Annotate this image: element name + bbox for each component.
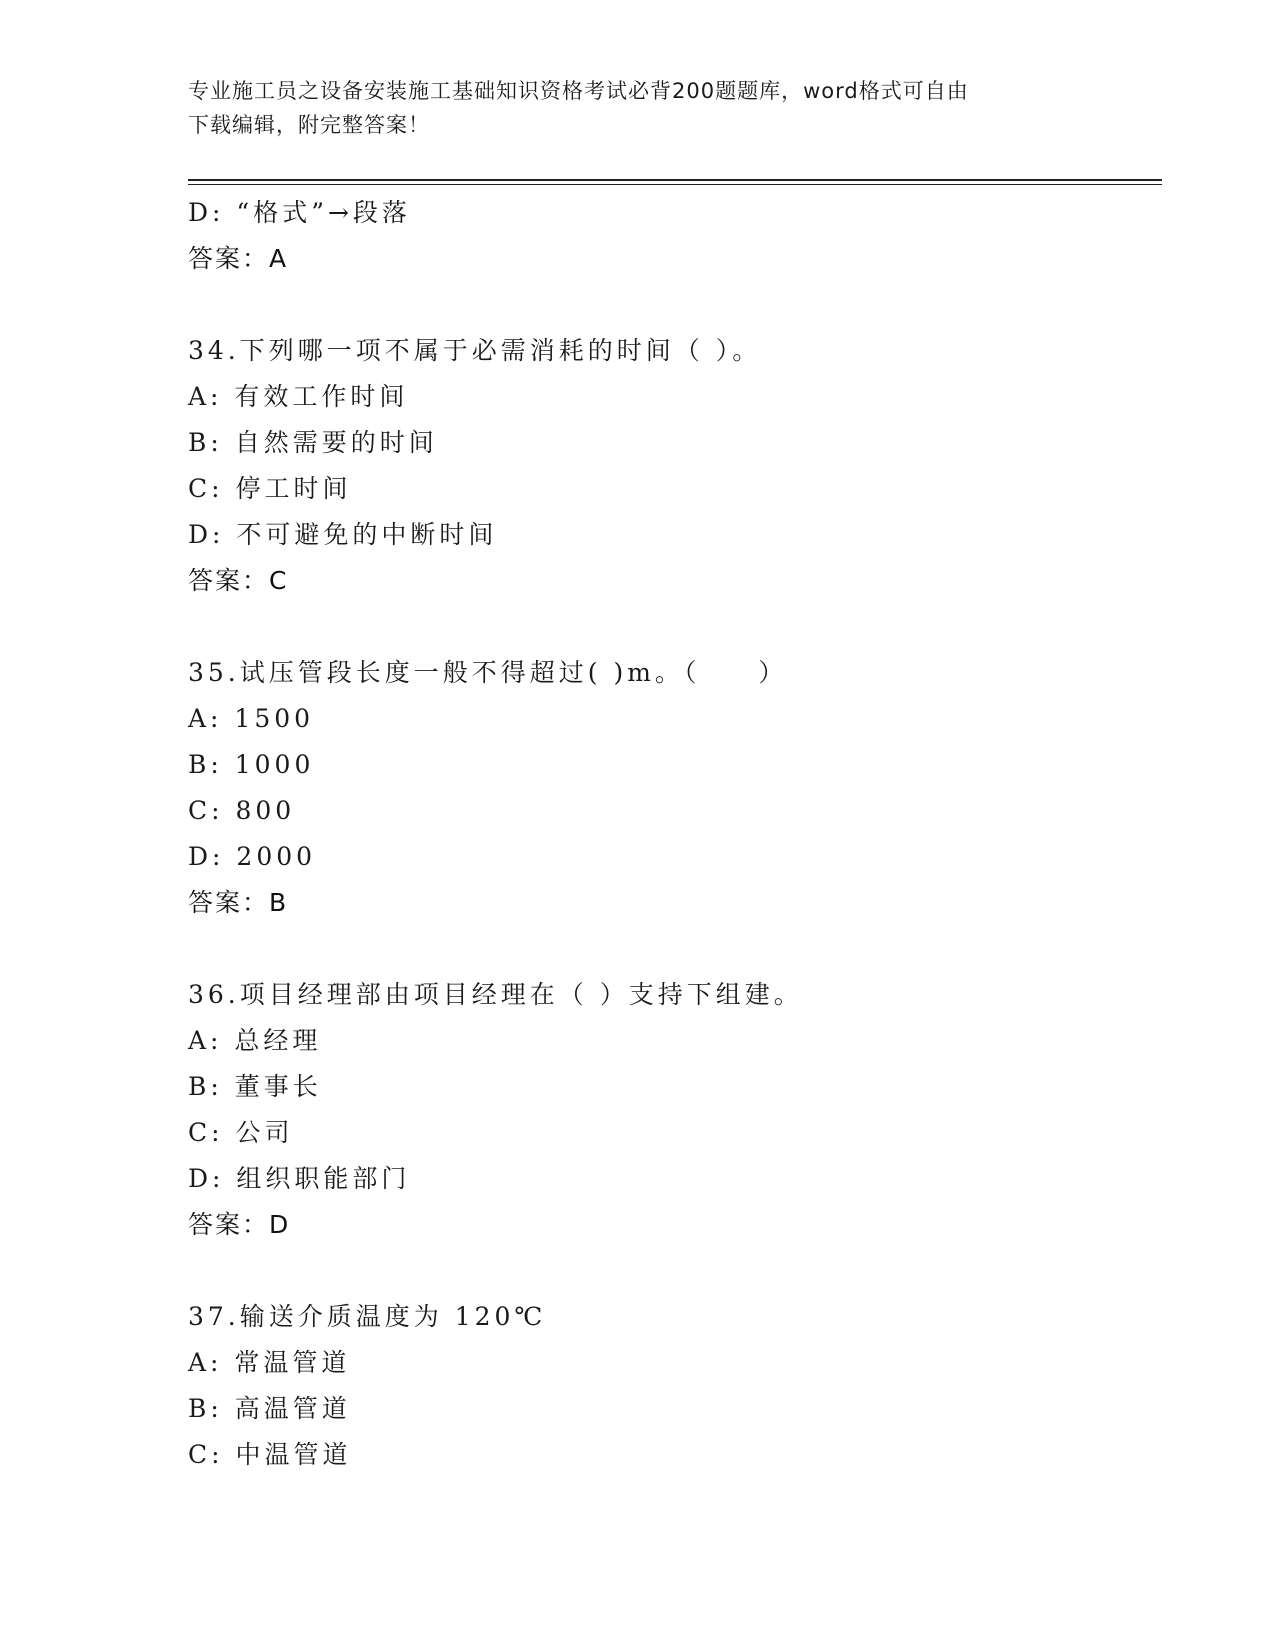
header-divider-thin: [188, 184, 1162, 185]
question-stem: 34.下列哪一项不属于必需消耗的时间（ ）。: [188, 336, 762, 365]
option-d: D: 不可避免的中断时间: [188, 520, 498, 549]
spacer: [188, 604, 1148, 650]
question-list: [188, 190, 1148, 1478]
option-c: C: 800: [188, 796, 296, 825]
option-a: A: 常温管道: [188, 1348, 351, 1377]
option-c: C: 公司: [188, 1118, 294, 1147]
header-divider-thick: [188, 179, 1162, 181]
option-b: B: 高温管道: [188, 1394, 351, 1423]
option-a: A: 总经理: [188, 1026, 322, 1055]
spacer: [188, 926, 1148, 972]
question-block-35: [188, 650, 1148, 926]
answer-line: 答案：B: [188, 888, 289, 917]
option-b: B: 1000: [188, 750, 315, 779]
option-d: D: 2000: [188, 842, 317, 871]
option-a: A: 1500: [188, 704, 315, 733]
option-c: C: 中温管道: [188, 1440, 352, 1469]
answer-line: 答案：D: [188, 1210, 291, 1239]
question-block-34: [188, 328, 1148, 604]
carryover-answer: 答案：A: [188, 244, 289, 273]
carryover-option-d: D: “格式”→段落: [188, 198, 411, 227]
spacer: [188, 1248, 1148, 1294]
question-stem: 37.输送介质温度为 120℃: [188, 1302, 547, 1331]
document-header: [188, 74, 1088, 142]
header-title-line-2: 下载编辑，附完整答案！: [188, 113, 430, 137]
option-d: D: 组织职能部门: [188, 1164, 411, 1193]
question-block-37: [188, 1294, 1148, 1478]
option-b: B: 自然需要的时间: [188, 428, 438, 457]
option-a: A: 有效工作时间: [188, 382, 409, 411]
question-block-36: [188, 972, 1148, 1248]
spacer: [188, 282, 1148, 328]
option-b: B: 董事长: [188, 1072, 322, 1101]
question-stem: 35.试压管段长度一般不得超过( )m。（ ）: [188, 658, 788, 687]
header-title-line-1: 专业施工员之设备安装施工基础知识资格考试必背200题题库，word格式可自由: [188, 79, 969, 103]
option-c: C: 停工时间: [188, 474, 352, 503]
answer-line: 答案：C: [188, 566, 289, 595]
question-stem: 36.项目经理部由项目经理在（ ）支持下组建。: [188, 980, 803, 1009]
